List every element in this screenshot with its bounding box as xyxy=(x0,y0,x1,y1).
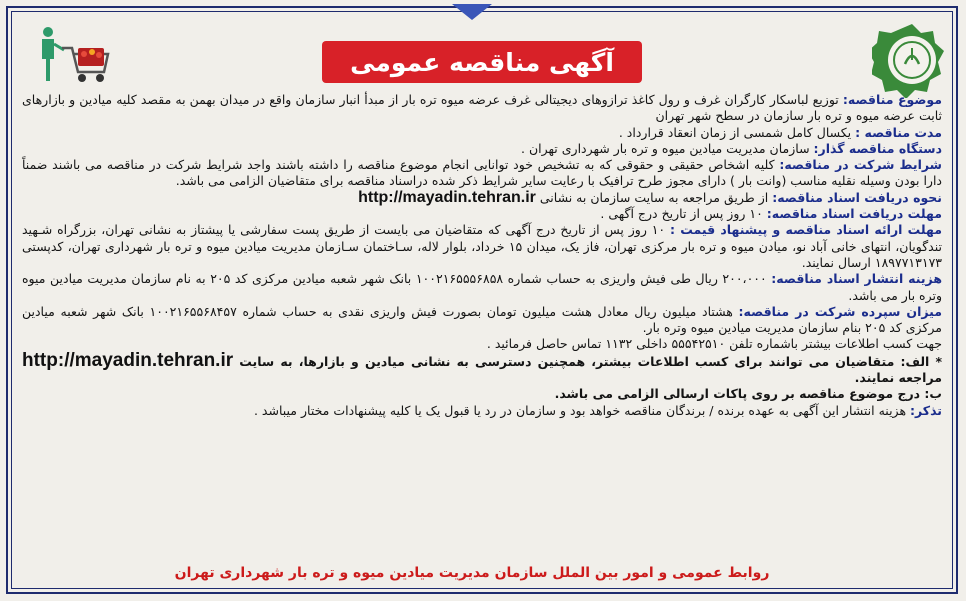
duration-text: یکسال کامل شمسی از زمان انعقاد قرارداد . xyxy=(618,124,852,140)
publication-fee-paragraph xyxy=(22,271,942,304)
organizer-label: دستگاه مناقصه گذار: xyxy=(813,140,942,156)
deposit-label: میزان سپرده شرکت در مناقصه: xyxy=(738,303,942,319)
website-link-2[interactable]: http://mayadin.tehran.ir xyxy=(22,349,234,371)
website-link[interactable]: http://mayadin.tehran.ir xyxy=(358,188,536,206)
deposit-paragraph xyxy=(22,304,942,337)
ad-title: آگهی مناقصه عمومی xyxy=(322,41,642,83)
docs-method-paragraph xyxy=(22,190,942,206)
publication-fee-label: هزینه انتشار اسناد مناقصه: xyxy=(771,271,942,287)
reminder-label: تذکر: xyxy=(910,402,942,418)
publication-fee-text: ۲۰۰،۰۰۰ ریال طی فیش واریزی به حساب شماره ۱۰۰۲۱۶۵۵۵۶۸۵۸ بانک شهر شعبه میادین مرکزی کد ۲۰۵ به نام سازمان مدیریت میادین میوه وتره بار می باشد. xyxy=(22,271,942,303)
note-a-text: * الف: متقاضیان می توانند برای کسب اطلاعات بیشتر، همچنین دسترسی به نشانی میادین و بازارها، به سایت xyxy=(239,353,942,369)
docs-method-label: نحوه دریافت اسناد مناقصه: xyxy=(772,189,942,205)
top-notch xyxy=(452,4,492,20)
reminder-text: هزینه انتشار این آگهی به عهده برنده / برندگان مناقصه خواهد بود و سازمان در رد یا قبول یک یا کلیه پیشنهادات مختار میباشد . xyxy=(253,402,907,418)
organizer-text: سازمان مدیریت میادین میوه و تره بار شهرداری تهران . xyxy=(521,140,810,156)
docs-deadline-paragraph xyxy=(22,206,942,222)
shopping-cart-icon xyxy=(28,26,112,88)
reminder-paragraph xyxy=(22,403,942,419)
deposit-text: هشتاد میلیون ریال معادل هشت میلیون تومان بصورت فیش واریزی نقدی به حساب شماره ۱۰۰۲۱۶۵۵۶۸۴۵۷ بانک شهر شعبه میادین مرکزی کد ۲۰۵ بنام سازمان مدیریت میادین میوه وتره بار. xyxy=(22,303,942,336)
footer-credit: روابط عمومی و امور بین الملل سازمان مدیریت میادین میوه و تره بار شهرداری تهران xyxy=(174,565,770,581)
subject-label: موضوع مناقصه: xyxy=(842,92,942,107)
docs-deadline-label: مهلت دریافت اسناد مناقصه: xyxy=(766,206,942,222)
docs-deadline-text: ۱۰ روز پس از تاریخ درج آگهی . xyxy=(600,206,763,222)
docs-method-text: از طریق مراجعه به سایت سازمان به نشانی xyxy=(539,189,769,205)
bid-deadline-label: مهلت ارائه اسناد مناقصه و پیشنهاد قیمت : xyxy=(670,222,942,238)
conditions-paragraph xyxy=(22,157,942,190)
note-b-text: ب: درج موضوع مناقصه بر روی پاکات ارسالی الزامی می باشد. xyxy=(554,386,942,402)
note-b-paragraph xyxy=(22,386,942,402)
duration-label: مدت مناقصه : xyxy=(855,124,942,140)
subject-paragraph xyxy=(22,92,942,125)
bid-deadline-paragraph xyxy=(22,222,942,271)
subject-text: توزیع لباسکار کارگران غرف و رول کاغذ ترازوهای دیجیتالی غرف عرضه میوه تره بار از مبدأ انبار سازمان واقع در میدان بهمن به مقصد کلیه میادین و بازارهای ثابت عرضه میوه و تره بار سازمان در سطح شهر تهران xyxy=(22,92,942,124)
conditions-label: شرایط شرکت در مناقصه: xyxy=(779,157,942,173)
duration-paragraph xyxy=(22,125,942,141)
conditions-text: کلیه اشخاص حقیقی و حقوقی که به تشخیص خود توانایی انجام موضوع مناقصه را داشته باشند واجد شرایط شرکت در مناقصه می باشند ضمناً دارا بودن وسیله نقلیه مناسب (وانت بار ) دارای مجوز طرح ترافیک با رعایت سایر شرایط ذکر شده دراسناد مناقصه برای متقاضیان الزامی می باشد. xyxy=(22,157,942,189)
ad-body xyxy=(22,92,942,419)
note-a-suffix: مراجعه نمایند. xyxy=(854,370,942,386)
bid-deadline-text: ۱۰ روز پس از تاریخ درج آگهی که متقاضیان می بایست از طریق پست سفارشی یا پیشتاز به نشانی تهران، بزرگراه شـهید تندگویان، انتهای خانی آباد نو، میادن میوه و تره بار مرکزی تهران، فاز یک، میدان ۱۵ خرداد، بلوار لاله، سـاختمان سـازمان مدیریت میادین میوه و تره بار شهرداری تهران، کدپستی ۱۸۹۷۷۱۳۱۷۳ ارسال نمایند. xyxy=(22,222,942,270)
organizer-paragraph xyxy=(22,141,942,157)
note-a-paragraph xyxy=(22,349,942,387)
contact-text: جهت کسب اطلاعات بیشتر باشماره تلفن ۵۵۵۴۲۵۱۰ داخلی ۱۱۳۲ تماس حاصل فرمائید . xyxy=(486,336,942,352)
municipality-logo xyxy=(872,20,952,98)
